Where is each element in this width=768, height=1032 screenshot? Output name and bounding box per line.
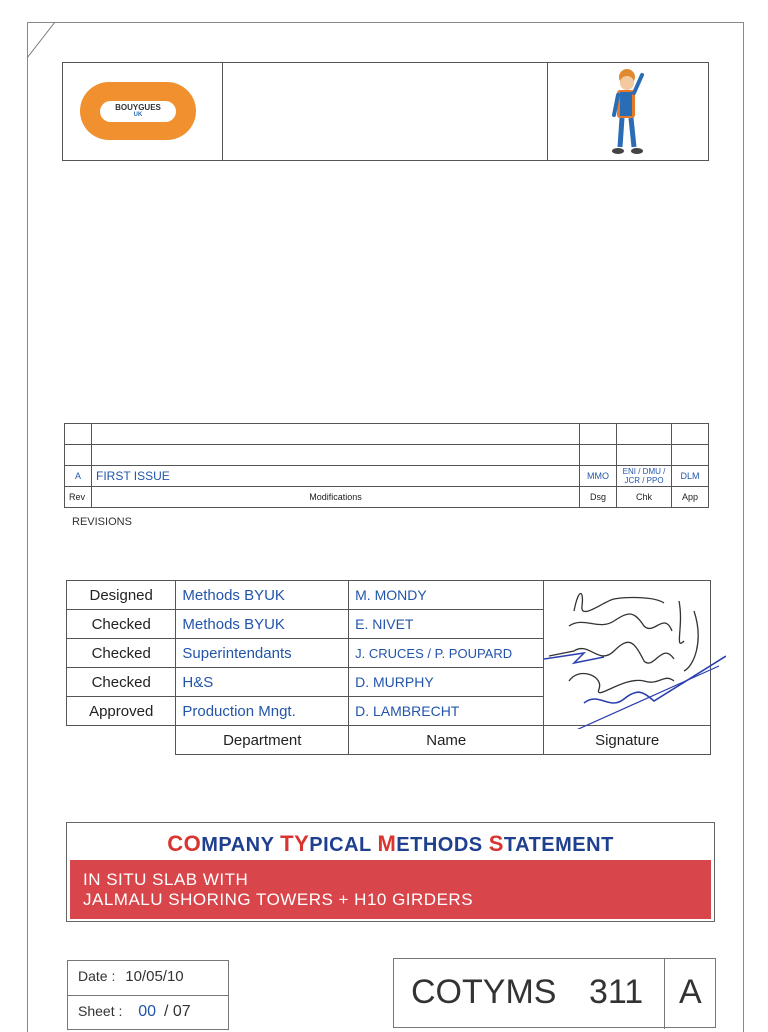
col-signature: Signature <box>544 726 711 755</box>
name: M. MONDY <box>349 581 544 610</box>
rev-designer: MMO <box>580 466 617 487</box>
col-department: Department <box>176 726 349 755</box>
date-label: Date : <box>78 968 116 984</box>
revision-header-row <box>65 487 709 508</box>
department: Superintendants <box>176 639 349 668</box>
doc-revision: A <box>679 973 702 1011</box>
logo-label <box>100 101 176 122</box>
rev-description: FIRST ISSUE <box>92 466 580 487</box>
signature-area <box>544 581 711 726</box>
handwritten-signatures <box>544 581 726 729</box>
col-chk: Chk <box>617 487 672 508</box>
department: Methods BYUK <box>176 610 349 639</box>
rev-checker: ENI / DMU / JCR / PPO <box>617 466 672 487</box>
worker-mascot-icon <box>548 63 709 160</box>
name: J. CRUCES / P. POUPARD <box>349 639 544 668</box>
sheet-label: Sheet : <box>78 1003 123 1019</box>
mascot-cell <box>547 63 709 160</box>
sheet-current: 00 <box>138 1003 157 1020</box>
department: Production Mngt. <box>176 697 349 726</box>
doc-code: COTYMS <box>411 973 557 1011</box>
col-modifications: Modifications <box>92 487 580 508</box>
department: H&S <box>176 668 349 697</box>
rev-approver: DLM <box>672 466 709 487</box>
title-block <box>66 822 715 922</box>
role: Approved <box>67 697 176 726</box>
revisions-table <box>64 423 709 508</box>
company-logo <box>80 82 196 140</box>
name: E. NIVET <box>349 610 544 639</box>
col-app: App <box>672 487 709 508</box>
date-sheet-box <box>67 960 229 1030</box>
name: D. LAMBRECHT <box>349 697 544 726</box>
name: D. MURPHY <box>349 668 544 697</box>
sheet-total: / 07 <box>163 1003 191 1020</box>
logo-text: BOUYGUES <box>115 103 161 112</box>
signoff-footer-row <box>67 726 711 755</box>
role: Checked <box>67 668 176 697</box>
col-rev: Rev <box>65 487 92 508</box>
signoff-row <box>67 581 711 610</box>
document-code-box <box>393 958 716 1028</box>
logo-subtext: UK <box>133 112 143 118</box>
role: Designed <box>67 581 176 610</box>
revisions-label: REVISIONS <box>72 516 132 528</box>
subject-line-2: JALMALU SHORING TOWERS + H10 GIRDERS <box>83 890 474 909</box>
doc-number: 311 <box>589 973 644 1011</box>
revision-row-empty <box>65 424 709 445</box>
role: Checked <box>67 639 176 668</box>
revision-row-empty <box>65 445 709 466</box>
department: Methods BYUK <box>176 581 349 610</box>
header-block <box>62 62 709 161</box>
col-name: Name <box>349 726 544 755</box>
logo-cell <box>63 63 223 160</box>
folded-corner-mark <box>25 20 65 60</box>
col-dsg: Dsg <box>580 487 617 508</box>
date-value: 10/05/10 <box>125 968 184 985</box>
signoff-table <box>66 580 711 755</box>
document-title: COMPANY TYPICAL METHODS STATEMENT <box>167 831 614 856</box>
rev-code: A <box>65 466 92 487</box>
sheet-row <box>78 1003 191 1021</box>
subject-line-1: IN SITU SLAB WITH <box>83 870 249 889</box>
date-row <box>78 968 184 985</box>
subject-banner <box>70 860 711 919</box>
role: Checked <box>67 610 176 639</box>
revision-row <box>65 466 709 487</box>
